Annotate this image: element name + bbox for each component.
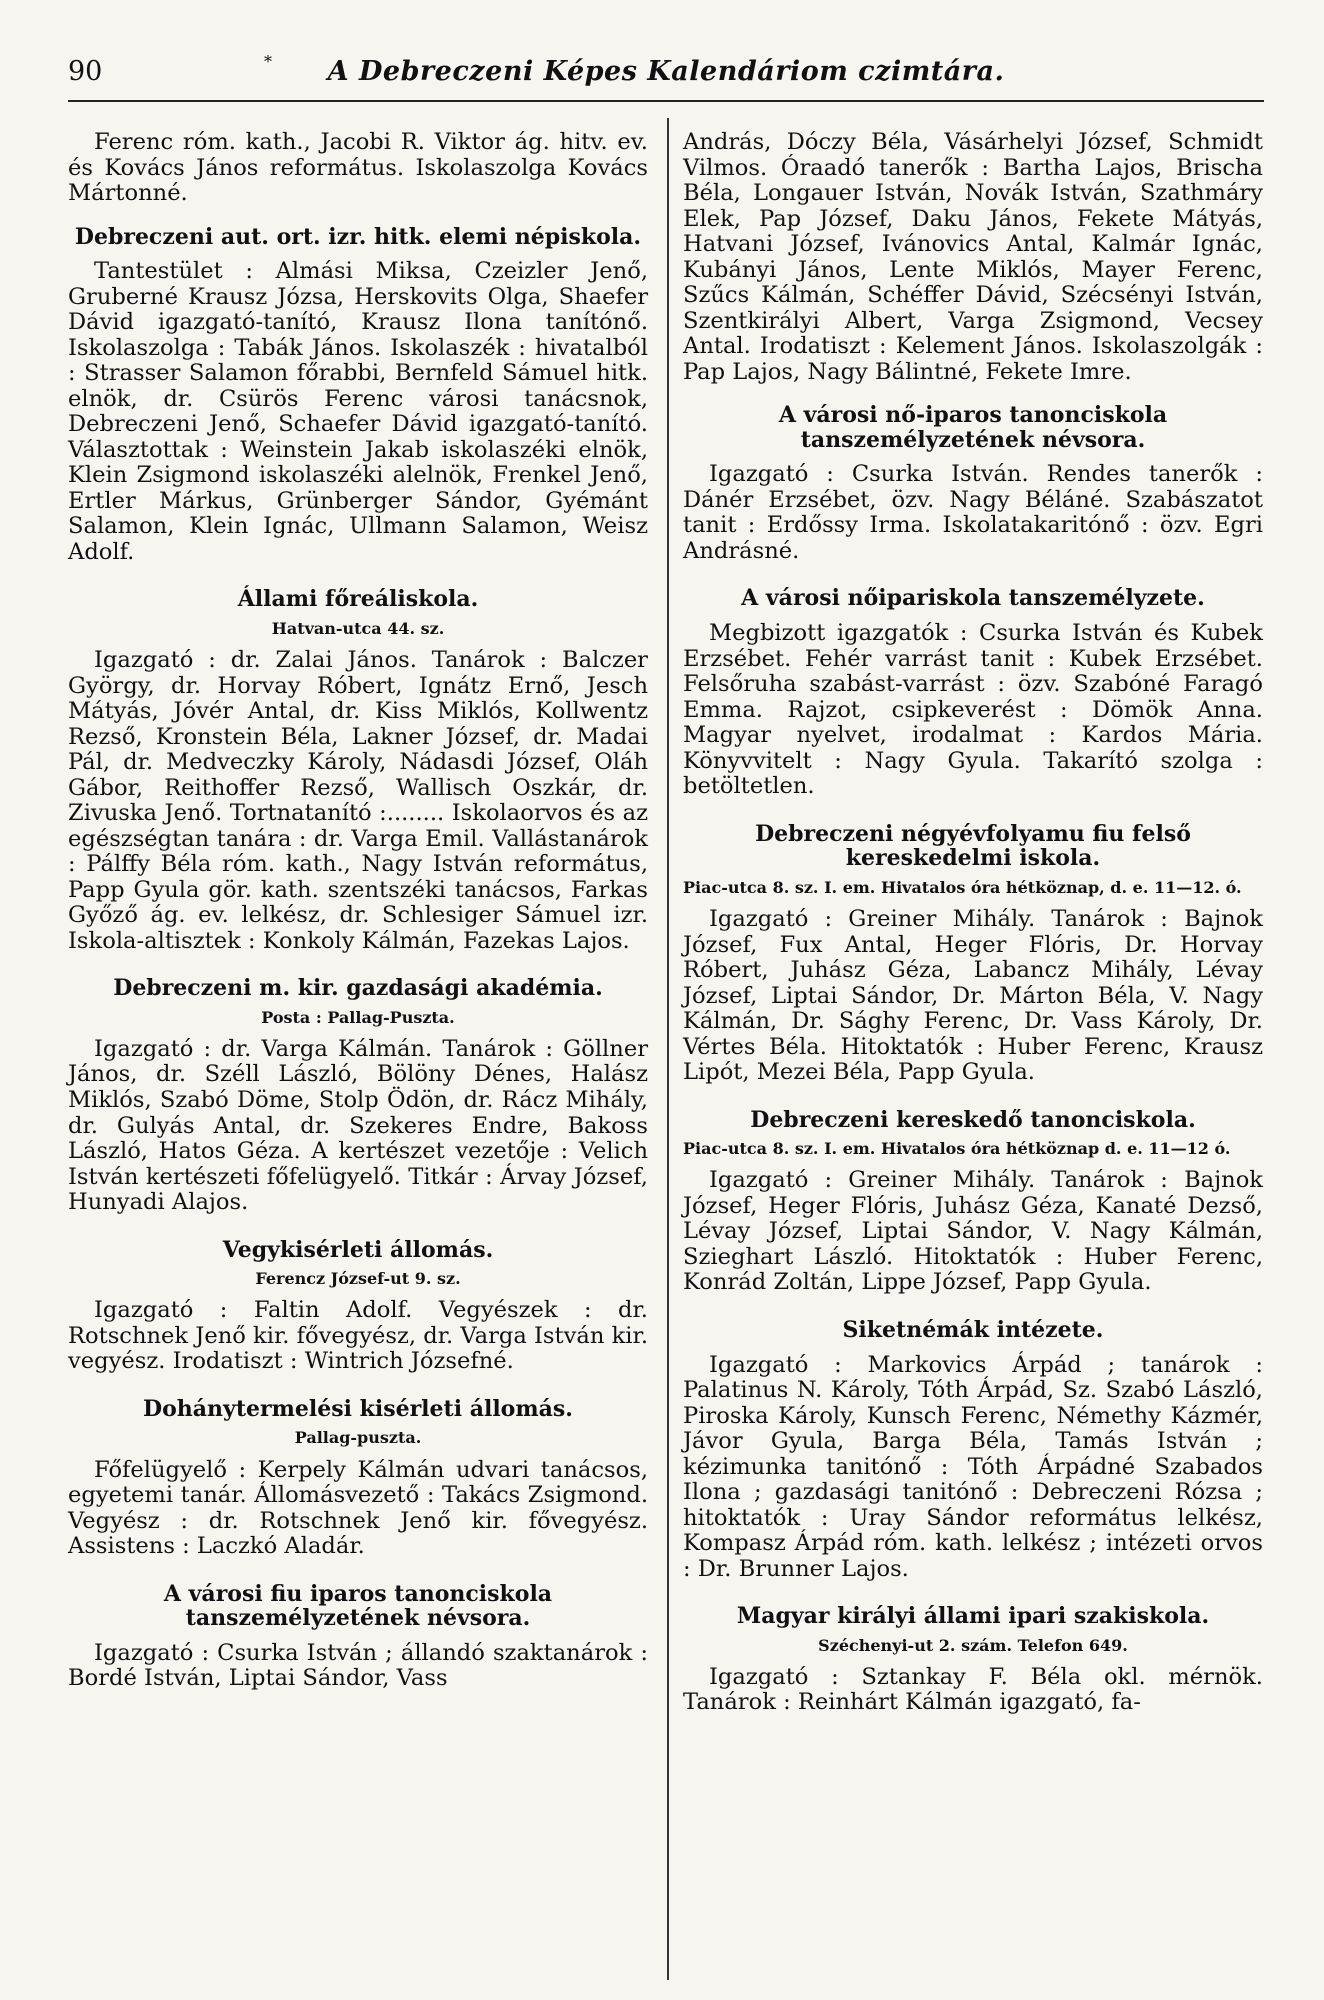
section-heading: A városi nőipariskola tanszemélyzete. <box>741 585 1205 612</box>
section-body: Igazgató : Faltin Adolf. Vegyészek : dr. Rotschnek Jenő kir. fővegyész, dr. Varga István kir. vegyész. Irodatiszt : Wintrich Józsefné. <box>68 1297 648 1375</box>
left-column <box>68 130 648 1692</box>
section-body: Igazgató : dr. Zalai János. Tanárok : Balczer György, dr. Horvay Róbert, Ignátz Ernő, Jesch Mátyás, Jóvér Antal, dr. Kiss Miklós, Kollwentz Rezső, Kronstein Béla, Lakner József, dr. Madai Pál, dr. Medveczky Károly, Nádasdi József, Oláh Gábor, Reithoffer Rezső, Wallisch Oszkár, dr. Zivuska Jenő. Tortnatanító :........ Iskolaorvos és az egészségtan tanára : dr. Varga Emil. Vallástanárok : Pálffy Béla róm. kath., Nagy István református, Papp Gyula gör. kath. szentszéki tanácsos, Farkas Győző ág. ev. lelkész, dr. Schlesiger Sámuel izr. Iskola-altisztek : Konkoly Kálmán, Fazekas Lajos. <box>68 647 648 954</box>
section-heading: Siketnémák intézete. <box>842 1316 1104 1343</box>
section-heading: Vegykisérleti állomás. <box>222 1236 494 1263</box>
section-body: Megbizott igazgatók : Csurka István és Kubek Erzsébet. Fehér varrást tanit : Kubek Erzsébet. Felsőruha szabást-varrást : özv. Szabóné Faragó Emma. Rajzot, csipkeverést : Dömök Anna. Magyar nyelvet, irodalmat : Kardos Mária. Könyvvitelt : Nagy Gyula. Takarító szolga : betöltetlen. <box>683 620 1263 800</box>
section-body: Igazgató : Csurka István. Rendes tanerők : Dánér Erzsébet, özv. Nagy Béláné. Szabászatot tanit : Erdőssy Irma. Iskolatakaritónő : özv. Egri Andrásné. <box>683 461 1263 564</box>
section-heading: Debreczeni kereskedő tanonciskola. <box>750 1106 1196 1133</box>
section-address: Piac-utca 8. sz. I. em. Hivatalos óra hétköznap d. e. 11—12 ó. <box>683 1139 1231 1159</box>
section-body: Igazgató : Greiner Mihály. Tanárok : Bajnok József, Heger Flóris, Juhász Géza, Kanaté Dezső, Lévay József, Liptai Sándor, V. Nagy Kálmán, Szieghart László. Hitoktatók : Huber Ferenc, Konrád Zoltán, Lippe József, Papp Gyula. <box>683 1167 1263 1296</box>
header-rule <box>68 100 1264 102</box>
section-heading: Debreczeni m. kir. gazdasági akadémia. <box>113 975 603 1002</box>
continued-paragraph: András, Dóczy Béla, Vásárhelyi József, Schmidt Vilmos. Óraadó tanerők : Bartha Lajos, Brischa Béla, Longauer István, Novák István, Szathmáry Elek, Pap József, Daku János, Fekete Mátyás, Hatvani József, Ivánovics Antal, Kalmár Ignác, Kubányi János, Lente Miklós, Mayer Ferenc, Szűcs Kálmán, Schéffer Dávid, Szécsényi István, Szentkirályi Albert, Varga Zsigmond, Vecsey Antal. Irodatiszt : Kelement János. Iskolaszolgák : Pap Lajos, Nagy Bálintné, Fekete Imre. <box>683 129 1263 385</box>
running-title: A Debreczeni Képes Kalendáriom czimtára. <box>327 56 1005 87</box>
section-address: Ferencz József-ut 9. sz. <box>255 1269 461 1289</box>
section-address: Pallag-puszta. <box>294 1428 422 1448</box>
section-body: Igazgató : Greiner Mihály. Tanárok : Bajnok József, Fux Antal, Heger Flóris, Dr. Horvay Róbert, Juhász Géza, Labancz Mihály, Lévay József, Liptai Sándor, Dr. Márton Béla, V. Nagy Kálmán, Dr. Sághy Ferenc, Dr. Vass Károly, Dr. Vértes Béla. Hitoktatók : Huber Ferenc, Krausz Lipót, Mezei Béla, Papp Gyula. <box>683 906 1263 1086</box>
section-address: Széchenyi-ut 2. szám. Telefon 649. <box>818 1635 1128 1655</box>
section-heading: Debreczeni aut. ort. izr. hitk. elemi népiskola. <box>74 223 642 250</box>
section-heading: Dohánytermelési kisérleti állomás. <box>143 1395 573 1422</box>
section-heading: Állami főreáliskola. <box>237 586 479 613</box>
section-body: Igazgató : Csurka István ; állandó szaktanárok : Bordé István, Liptai Sándor, Vass <box>68 1639 648 1692</box>
section-address: Posta : Pallag-Puszta. <box>261 1007 455 1027</box>
column-divider <box>667 118 669 1980</box>
section-body: Tantestület : Almási Miksa, Czeizler Jenő, Gruberné Krausz Józsa, Herskovits Olga, Shaefer Dávid igazgató-tanító, Krausz Ilona tanítónő. Iskolaszolga : Tabák János. Iskolaszék : hivatalból : Strasser Salamon főrabbi, Bernfeld Sámuel hitk. elnök, dr. Csürös Ferenc városi tanácsnok, Debreczeni Jenő, Schaefer Dávid igazgató-tanító. Választottak : Weinstein Jakab iskolaszéki elnök, Klein Zsigmond iskolaszéki alelnök, Frenkel Jenő, Ertler Márkus, Grünberger Sándor, Gyémánt Salamon, Klein Ignác, Ullmann Salamon, Weisz Adolf. <box>68 258 648 565</box>
section-address: Piac-utca 8. sz. I. em. Hivatalos óra hétköznap, d. e. 11—12. ó. <box>683 877 1242 897</box>
continued-paragraph: Ferenc róm. kath., Jacobi R. Viktor ág. hitv. ev. és Kovács János református. Iskolaszolga Kovács Mártonné. <box>68 129 648 207</box>
page-number: 90 <box>68 56 103 87</box>
section-heading: A városi fiu iparos tanonciskola tanszemélyzetének névsora. <box>163 1580 553 1632</box>
header-asterisk: * <box>264 52 272 71</box>
section-body: Igazgató : Markovics Árpád ; tanárok : Palatinus N. Károly, Tóth Árpád, Sz. Szabó László, Piroska Károly, Kunsch Ferenc, Némethy Kázmér, Jávor Gyula, Barga Béla, Tamás István ; kézimunka tanitónő : Tóth Árpádné Szabados Ilona ; gazdasági tanitónő : Debreczeni Rózsa ; hitoktatók : Uray Sándor református lelkész, Kompasz Árpád róm. kath. lelkész ; intézeti orvos : Dr. Brunner Lajos. <box>683 1351 1263 1582</box>
section-body: Főfelügyelő : Kerpely Kálmán udvari tanácsos, egyetemi tanár. Állomásvezető : Takács Zsigmond. Vegyész : dr. Rotschnek Jenő kir. fővegyész. Assistens : Laczkó Aladár. <box>68 1456 648 1560</box>
section-heading: A városi nő-iparos tanonciskola tanszemélyzetének névsora. <box>778 402 1168 453</box>
page-header <box>68 52 1264 96</box>
right-column <box>683 130 1263 1716</box>
section-body: Igazgató : dr. Varga Kálmán. Tanárok : Göllner János, dr. Széll László, Bölöny Dénes, Halász Miklós, Szabó Döme, Stolp Ödön, dr. Rácz Mihály, dr. Gulyás Antal, dr. Szekeres Endre, Bakoss László, Hatos Géza. A kertészet vezetője : Velich István kertészeti főfelügyelő. Titkár : Árvay József, Hunyadi Alajos. <box>68 1035 648 1216</box>
section-heading: Magyar királyi állami ipari szakiskola. <box>736 1603 1210 1630</box>
section-address: Hatvan-utca 44. sz. <box>271 618 445 638</box>
section-body: Igazgató : Sztankay F. Béla okl. mérnök. Tanárok : Reinhárt Kálmán igazgató, fa- <box>683 1663 1263 1716</box>
section-heading: Debreczeni négyévfolyamu fiu felső kereskedelmi iskola. <box>755 820 1191 872</box>
